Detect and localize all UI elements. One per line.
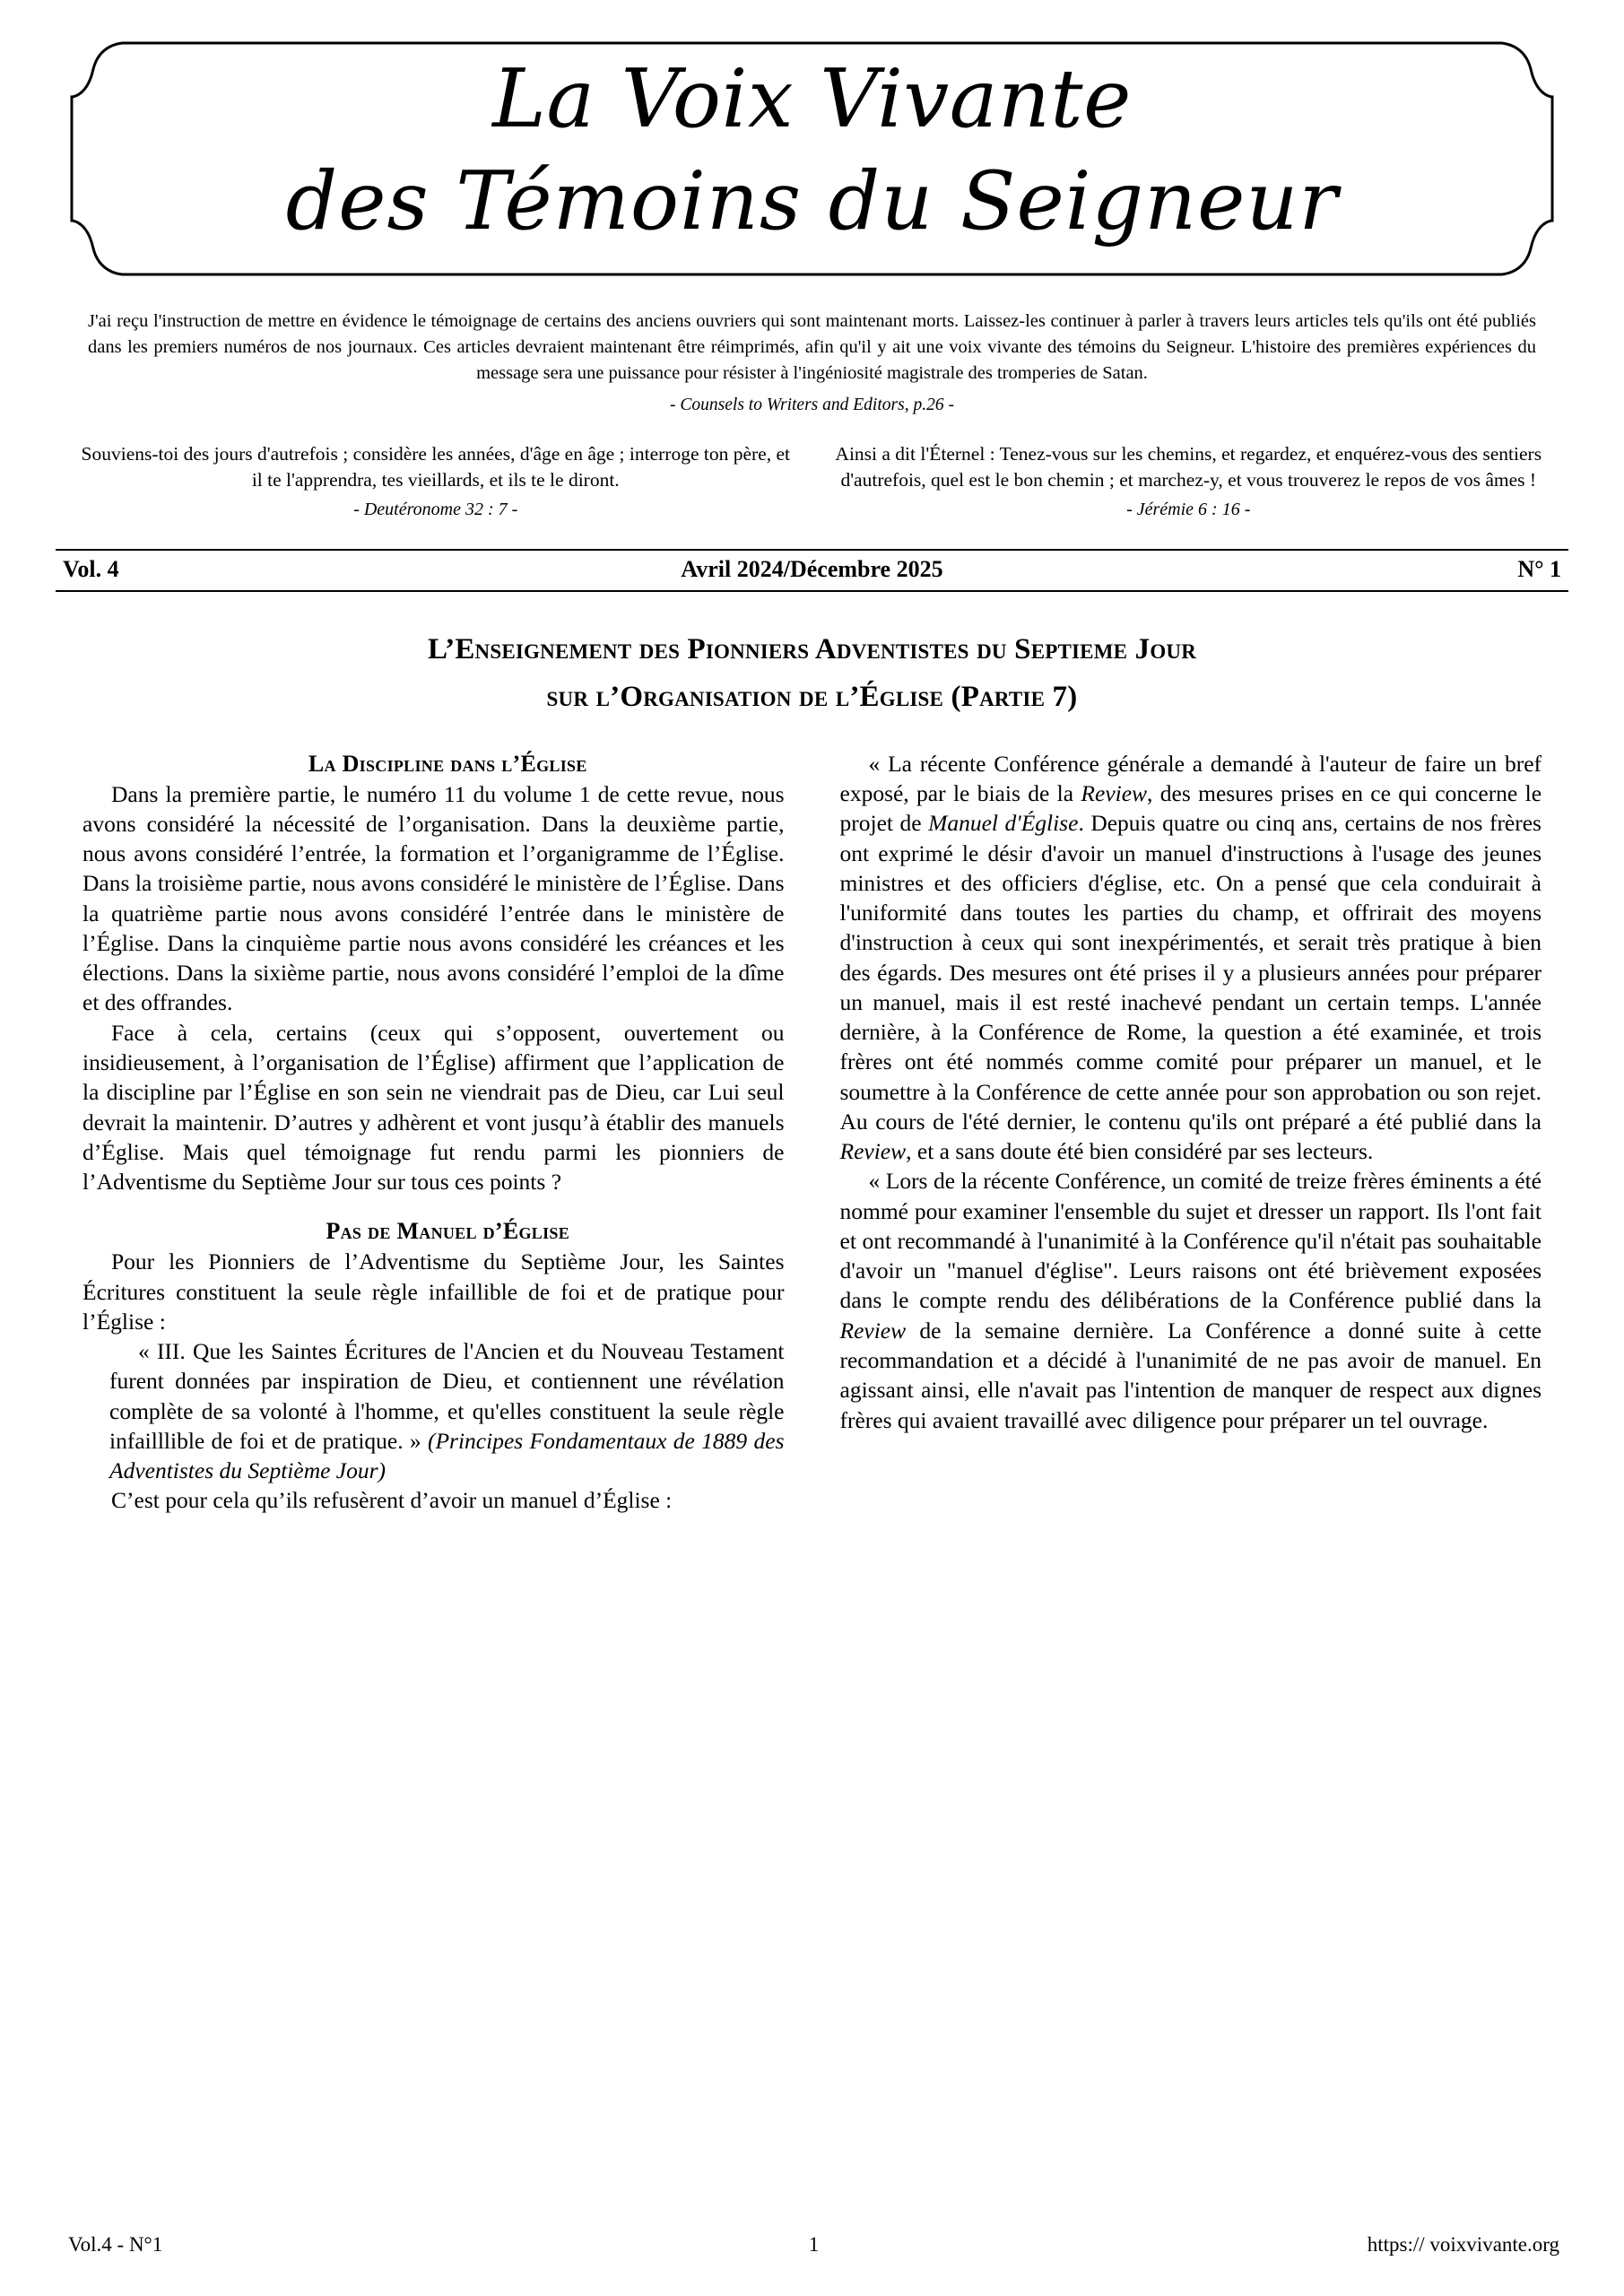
right-p1-part-b: , des mesures prises en ce qui concerne le projet de	[839, 779, 1542, 837]
right-p1-part-c: . Depuis quatre ou cinq ans, certains de nos frères ont exprimé le désir d'avoir un manuel d'instructions à l'usage des jeunes ministres et des officiers d'église, etc. On a pensé que cela conduirait à l'uniformité dans toutes les parties du champ, et offrirait des moyens d'instruction à ceux qui sont inexpérimentés, et serait très pratique à bien des égards. Des mesures ont été prises il y a plusieurs années pour préparer un manuel, mais il est resté inachevé pendant un certain temps. L'année dernière, à la Conférence de Rome, la question a été examinée, et trois frères ont été nommés comme comité pour préparer un manuel, et le soumettre à la Conférence de cette année pour son approbation ou son rejet. Au cours de l'été dernier, le contenu qu'ils ont préparé a été publié dans la	[839, 810, 1541, 1135]
left-paragraph-1: Dans la première partie, le numéro 11 du volume 1 de cette revue, nous avons considéré la nécessité de l’organisation. Dans la deuxième partie, nous avons considéré l’entrée, la formation et l’organigramme de l’Église. Dans la troisième partie, nous avons considéré le ministère de l’Église. Dans la quatrième partie nous avons considéré l’entrée dans le ministère de l’Église. Dans la cinquième partie nous avons considéré les créances et les élections. Dans la sixième partie, nous avons considéré l’emploi de la dîme et des offrandes.	[83, 780, 785, 1016]
section-heading-discipline: La Discipline dans l’Église	[308, 750, 587, 777]
scripture-left	[77, 441, 795, 522]
masthead	[70, 41, 1554, 276]
section-heading-no-manual: Pas de Manuel d’Église	[326, 1218, 570, 1245]
right-p1-italic-review-2: Review	[839, 1138, 907, 1165]
lead-quote-source: - Counsels to Writers and Editors, p.26 -	[670, 396, 954, 415]
masthead-title-line-2: des Témoins du Seigneur	[285, 154, 1339, 248]
article-title	[97, 626, 1527, 722]
scripture-right-reference: - Jérémie 6 : 16 -	[1126, 500, 1251, 520]
article-title-line-2: sur l’Organisation de l’Église (Partie 7)	[546, 681, 1078, 714]
article-body	[83, 749, 1541, 1516]
scripture-right-verse: Ainsi a dit l'Éternel : Tenez-vous sur les chemins, et regardez, et enquérez-vous des sentiers d'autrefois, quel est le bon chemin ; et marchez-y, et vous trouverez le repos de vos âmes !	[835, 443, 1542, 491]
right-column	[840, 749, 1542, 1516]
right-paragraph-1	[840, 749, 1542, 1167]
article-title-line-1: L’Enseignement des Pionniers Adventistes du Septieme Jour	[427, 632, 1197, 665]
footer-page-number: 1	[808, 2233, 820, 2256]
right-paragraph-2	[840, 1166, 1542, 1434]
footer-volume-issue: Vol.4 - N°1	[68, 2233, 163, 2256]
lead-quote-block	[88, 309, 1536, 418]
footer-website-url[interactable]: https:// voixvivante.org	[1367, 2233, 1559, 2256]
left-paragraph-3: Pour les Pionniers de l’Adventisme du Septième Jour, les Saintes Écritures constituent la seule règle infaillible de foi et de pratique pour l’Église :	[83, 1248, 785, 1335]
issue-number: N° 1	[1517, 555, 1561, 582]
masthead-title-block	[70, 41, 1554, 248]
left-paragraph-4: C’est pour cela qu’ils refusèrent d’avoir un manuel d’Église :	[111, 1487, 673, 1514]
issue-date: Avril 2024/Décembre 2025	[681, 555, 943, 582]
issue-volume: Vol. 4	[63, 555, 119, 582]
right-p1-part-d: , et a sans doute été bien considéré par ses lecteurs.	[906, 1138, 1374, 1165]
right-p1-italic-manuel-eglise: Manuel d'Église	[928, 810, 1079, 837]
left-paragraph-2: Face à cela, certains (ceux qui s’opposent, ouvertement ou insidieusement, à l’organisation de l’Église) affirment que l’application de la discipline par l’Église en son sein ne viendrait pas de Dieu, car Lui seul devrait la maintenir. D’autres y adhèrent et vont jusqu’à établir des manuels d’Église. Mais quel témoignage fut rendu parmi les pionniers de l’Adventisme du Septième Jour sur tous ces points ?	[83, 1019, 785, 1196]
right-p2-italic-review: Review	[839, 1317, 907, 1344]
left-blockquote-text: « III. Que les Saintes Écritures de l'Ancien et du Nouveau Testament furent données par inspiration de Dieu, et contiennent une révélation complète de sa volonté à l'homme, et qu'elles constituent la seule règle infailllible de foi et de pratique. »	[109, 1338, 785, 1454]
right-p1-italic-review-1: Review	[1081, 779, 1148, 806]
left-blockquote-source: (Principes Fondamentaux de 1889 des Adventistes du Septième Jour)	[109, 1427, 785, 1484]
page-footer	[56, 2233, 1568, 2257]
left-blockquote	[83, 1336, 785, 1485]
scripture-right	[830, 441, 1548, 522]
issue-bar	[56, 549, 1568, 592]
masthead-title-line-1: La Voix Vivante	[492, 52, 1132, 146]
scripture-left-verse: Souviens-toi des jours d'autrefois ; considère les années, d'âge en âge ; interroge ton père, et il te l'apprendra, tes vieillards, et ils te le diront.	[81, 443, 790, 491]
scripture-quotes	[77, 441, 1547, 522]
right-p1-part-a: « La récente Conférence générale a demandé à l'auteur de faire un bref exposé, par le biais de la	[839, 750, 1541, 806]
right-p2-part-b: de la semaine dernière. La Conférence a donné suite à cette recommandation et a décidé à l'unanimité de ne pas avoir de manuel. En agissant ainsi, elle n'avait pas l'intention de manquer de respect aux dignes frères qui avaient travaillé avec diligence pour préparer un tel ouvrage.	[839, 1317, 1541, 1433]
lead-quote-text: J'ai reçu l'instruction de mettre en évidence le témoignage de certains des anciens ouvriers qui sont maintenant morts. Laissez-les continuer à parler à travers leurs articles tels qu'ils ont été publiés dans les premiers numéros de nos journaux. Ces articles devraient maintenant être réimprimés, afin qu'il y ait une voix vivante des témoins du Seigneur. L'histoire des premières expériences du message sera une puissance pour résister à l'ingéniosité magistrale des tromperies de Satan.	[88, 311, 1536, 384]
left-column	[83, 749, 785, 1516]
right-p2-part-a: « Lors de la récente Conférence, un comité de treize frères éminents a été nommé pour examiner l'ensemble du sujet et dresser un rapport. Ils l'ont fait et ont recommandé à l'unanimité à la Conférence qu'il n'était pas souhaitable d'avoir un "manuel d'église". Leurs raisons ont été brièvement exposées dans le compte rendu des délibérations de la Conférence publié dans la	[839, 1168, 1541, 1314]
scripture-left-reference: - Deutéronome 32 : 7 -	[353, 500, 518, 520]
